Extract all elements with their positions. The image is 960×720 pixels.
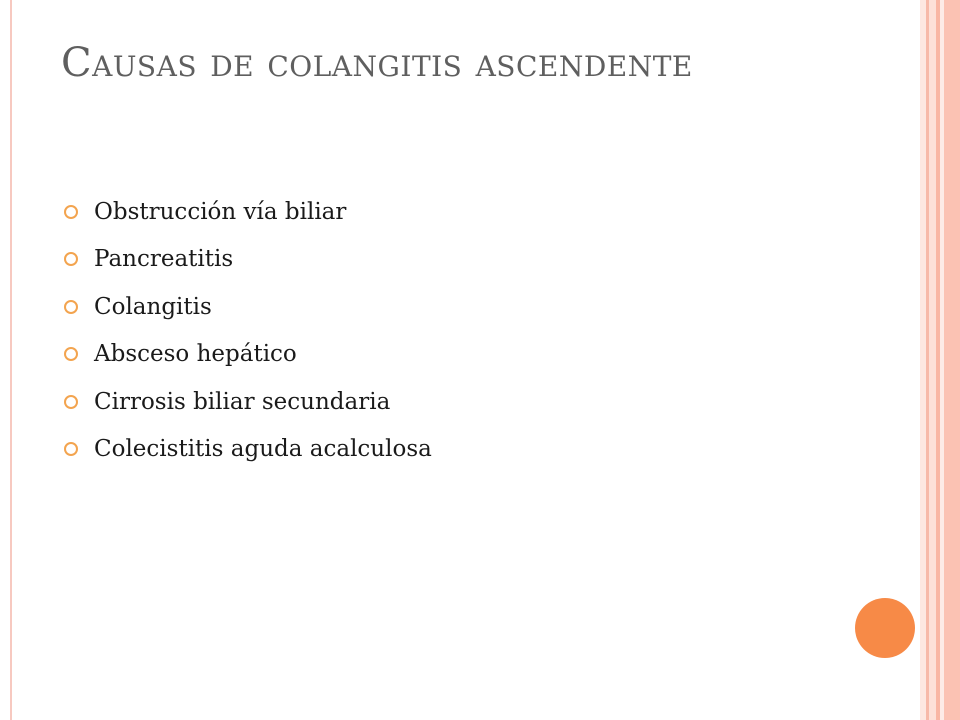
bullet-icon	[64, 442, 78, 456]
bullet-text: Cirrosis biliar secundaria	[94, 388, 391, 415]
right-decorative-stripes	[920, 0, 960, 720]
stripe	[944, 0, 960, 720]
bullet-item	[58, 378, 432, 426]
bullet-text: Pancreatitis	[94, 246, 234, 273]
bullet-icon	[64, 205, 78, 219]
slide-title: Causas de colangitis ascendente	[61, 40, 693, 86]
bullet-item	[58, 426, 432, 474]
bullet-item	[58, 188, 432, 236]
bullet-icon	[64, 395, 78, 409]
bullet-text: Colecistitis aguda acalculosa	[94, 436, 432, 463]
bullet-item	[58, 331, 432, 379]
bullet-text: Colangitis	[94, 293, 212, 320]
bullet-icon	[64, 252, 78, 266]
bullet-item	[58, 236, 432, 284]
decorative-orange-circle	[855, 598, 915, 658]
bullet-text: Obstrucción vía biliar	[94, 198, 347, 225]
bullet-list	[58, 188, 432, 473]
bullet-icon	[64, 300, 78, 314]
bullet-item	[58, 283, 432, 331]
bullet-text: Absceso hepático	[94, 341, 297, 368]
left-frame-line	[10, 0, 12, 720]
stripe	[929, 0, 936, 720]
bullet-icon	[64, 347, 78, 361]
